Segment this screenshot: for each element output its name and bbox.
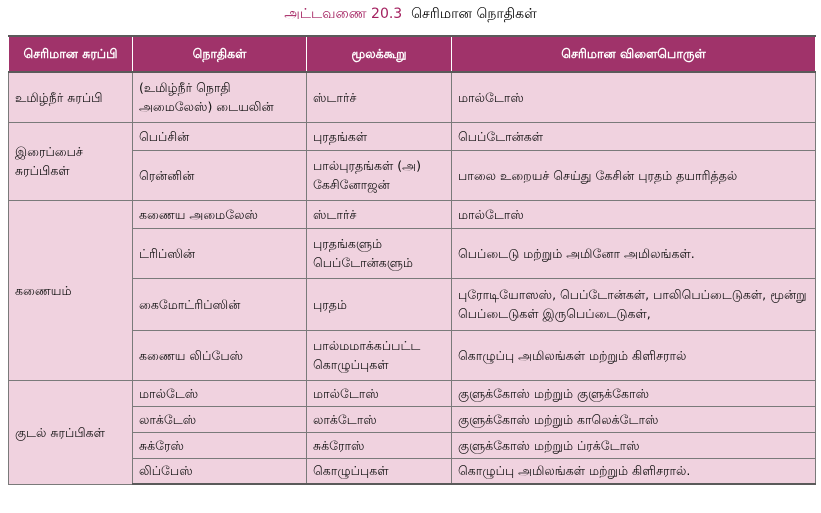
substrate-cell: ஸ்டார்ச் bbox=[307, 72, 452, 122]
enzyme-cell: ரென்னின் bbox=[133, 150, 307, 200]
header-row bbox=[9, 36, 816, 72]
header-substrate: மூலக்கூறு bbox=[307, 36, 452, 72]
substrate-cell: சுக்ரோஸ் bbox=[307, 432, 452, 458]
product-cell: மால்டோஸ் bbox=[452, 72, 816, 122]
product-cell: புரோடியோஸஸ், பெப்டோன்கள், பாலிபெப்டைடுகள், மூன்று பெப்டைடுகள் இருபெப்டைடுகள், bbox=[452, 278, 816, 330]
enzyme-cell: கணைய அமைலேஸ் bbox=[133, 200, 307, 228]
table-row bbox=[9, 122, 816, 150]
substrate-cell: பால்புரதங்கள் (அ) கேசினோஜன் bbox=[307, 150, 452, 200]
enzyme-cell: மால்டேஸ் bbox=[133, 380, 307, 406]
enzyme-cell: சுக்ரேஸ் bbox=[133, 432, 307, 458]
digestive-enzymes-table bbox=[8, 35, 816, 485]
header-enzymes: நொதிகள் bbox=[133, 36, 307, 72]
enzyme-cell: கைமோட்ரிப்ஸின் bbox=[133, 278, 307, 330]
gland-cell: உமிழ்நீர் சுரப்பி bbox=[9, 72, 133, 122]
table-row bbox=[9, 380, 816, 406]
substrate-cell: புரதங்கள் bbox=[307, 122, 452, 150]
enzyme-cell: லாக்டேஸ் bbox=[133, 406, 307, 432]
product-cell: கொழுப்பு அமிலங்கள் மற்றும் கிளிசரால். bbox=[452, 458, 816, 484]
substrate-cell: லாக்டோஸ் bbox=[307, 406, 452, 432]
product-cell: பெப்டோன்கள் bbox=[452, 122, 816, 150]
substrate-cell: புரதங்களும் பெப்டோன்களும் bbox=[307, 228, 452, 278]
table-row bbox=[9, 200, 816, 228]
table-number: அட்டவணை 20.3 bbox=[284, 6, 403, 22]
product-cell: குளுக்கோஸ் மற்றும் காலெக்டோஸ் bbox=[452, 406, 816, 432]
header-product: செரிமான விளைபொருள் bbox=[452, 36, 816, 72]
enzyme-cell: ட்ரிப்ஸின் bbox=[133, 228, 307, 278]
product-cell: பெப்டைடு மற்றும் அமினோ அமிலங்கள். bbox=[452, 228, 816, 278]
header-gland: செரிமான சுரப்பி bbox=[9, 36, 133, 72]
gland-cell: குடல் சுரப்பிகள் bbox=[9, 380, 133, 484]
gland-cell: கணையம் bbox=[9, 200, 133, 380]
enzyme-cell: பெப்சின் bbox=[133, 122, 307, 150]
enzyme-cell: கணைய லிப்பேஸ் bbox=[133, 330, 307, 380]
enzyme-cell: லிப்பேஸ் bbox=[133, 458, 307, 484]
product-cell: பாலை உறையச் செய்து கேசின் புரதம் தயாரித்தல் bbox=[452, 150, 816, 200]
product-cell: கொழுப்பு அமிலங்கள் மற்றும் கிளிசரால் bbox=[452, 330, 816, 380]
substrate-cell: புரதம் bbox=[307, 278, 452, 330]
table-title: செரிமான நொதிகள் bbox=[411, 6, 537, 22]
substrate-cell: ஸ்டார்ச் bbox=[307, 200, 452, 228]
table-caption bbox=[0, 6, 821, 24]
substrate-cell: கொழுப்புகள் bbox=[307, 458, 452, 484]
gland-cell: இரைப்பைச் சுரப்பிகள் bbox=[9, 122, 133, 200]
product-cell: குளுக்கோஸ் மற்றும் ப்ரக்டோஸ் bbox=[452, 432, 816, 458]
substrate-cell: பால்மமாக்கப்பட்ட கொழுப்புகள் bbox=[307, 330, 452, 380]
product-cell: மால்டோஸ் bbox=[452, 200, 816, 228]
table-row bbox=[9, 72, 816, 122]
enzyme-cell: (உமிழ்நீர் நொதி அமைலேஸ்) டையலின் bbox=[133, 72, 307, 122]
product-cell: குளுக்கோஸ் மற்றும் குளுக்கோஸ் bbox=[452, 380, 816, 406]
substrate-cell: மால்டோஸ் bbox=[307, 380, 452, 406]
